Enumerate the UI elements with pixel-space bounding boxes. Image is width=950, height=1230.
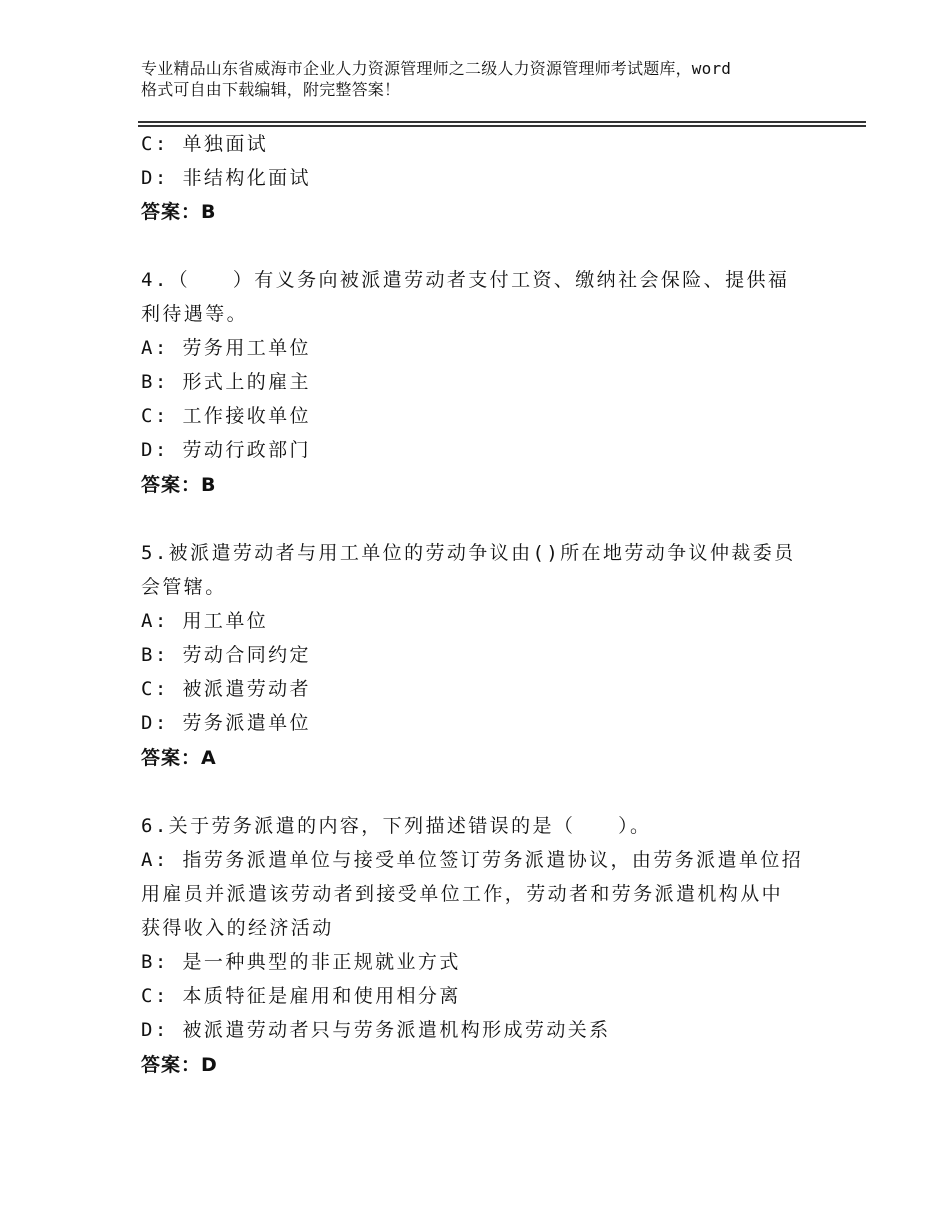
q5-option-b: B: 劳动合同约定 xyxy=(141,644,311,666)
header-line-1: 专业精品山东省威海市企业人力资源管理师之二级人力资源管理师考试题库，word xyxy=(141,59,732,78)
q6-option-a-line-1: A: 指劳务派遣单位与接受单位签订劳务派遣协议，由劳务派遣单位招 xyxy=(141,849,804,871)
header-divider-bottom xyxy=(138,125,866,127)
q6-option-a-line-2: 用雇员并派遣该劳动者到接受单位工作，劳动者和劳务派遣机构从中 xyxy=(141,883,784,905)
q6-stem-line-1: 6.关于劳务派遣的内容，下列描述错误的是（ ）。 xyxy=(141,815,652,837)
q4-answer: 答案：B xyxy=(141,474,217,496)
q3-option-d: D: 非结构化面试 xyxy=(141,167,311,189)
q6-option-d: D: 被派遣劳动者只与劳务派遣机构形成劳动关系 xyxy=(141,1019,611,1041)
header-divider-top xyxy=(138,121,866,123)
q5-option-c: C: 被派遣劳动者 xyxy=(141,678,311,700)
q4-stem-line-2: 利待遇等。 xyxy=(141,303,249,325)
q4-option-d: D: 劳动行政部门 xyxy=(141,439,311,461)
header-line-2: 格式可自由下载编辑，附完整答案！ xyxy=(141,80,401,99)
q5-option-d: D: 劳务派遣单位 xyxy=(141,712,311,734)
q6-option-b: B: 是一种典型的非正规就业方式 xyxy=(141,951,461,973)
q5-answer: 答案：A xyxy=(141,747,217,769)
q4-option-a: A: 劳务用工单位 xyxy=(141,337,311,359)
q3-option-c: C: 单独面试 xyxy=(141,133,269,155)
q5-option-a: A: 用工单位 xyxy=(141,610,269,632)
q4-option-c: C: 工作接收单位 xyxy=(141,405,311,427)
q5-stem-line-2: 会管辖。 xyxy=(141,576,227,598)
page-header xyxy=(141,58,831,100)
q3-answer: 答案：B xyxy=(141,201,217,223)
q5-stem-line-1: 5.被派遣劳动者与用工单位的劳动争议由()所在地劳动争议仲裁委员 xyxy=(141,542,796,564)
q6-answer: 答案：D xyxy=(141,1054,218,1076)
q4-option-b: B: 形式上的雇主 xyxy=(141,371,311,393)
q6-option-c: C: 本质特征是雇用和使用相分离 xyxy=(141,985,461,1007)
q4-stem-line-1: 4.（ ）有义务向被派遣劳动者支付工资、缴纳社会保险、提供福 xyxy=(141,269,790,291)
q6-option-a-line-3: 获得收入的经济活动 xyxy=(141,917,334,939)
